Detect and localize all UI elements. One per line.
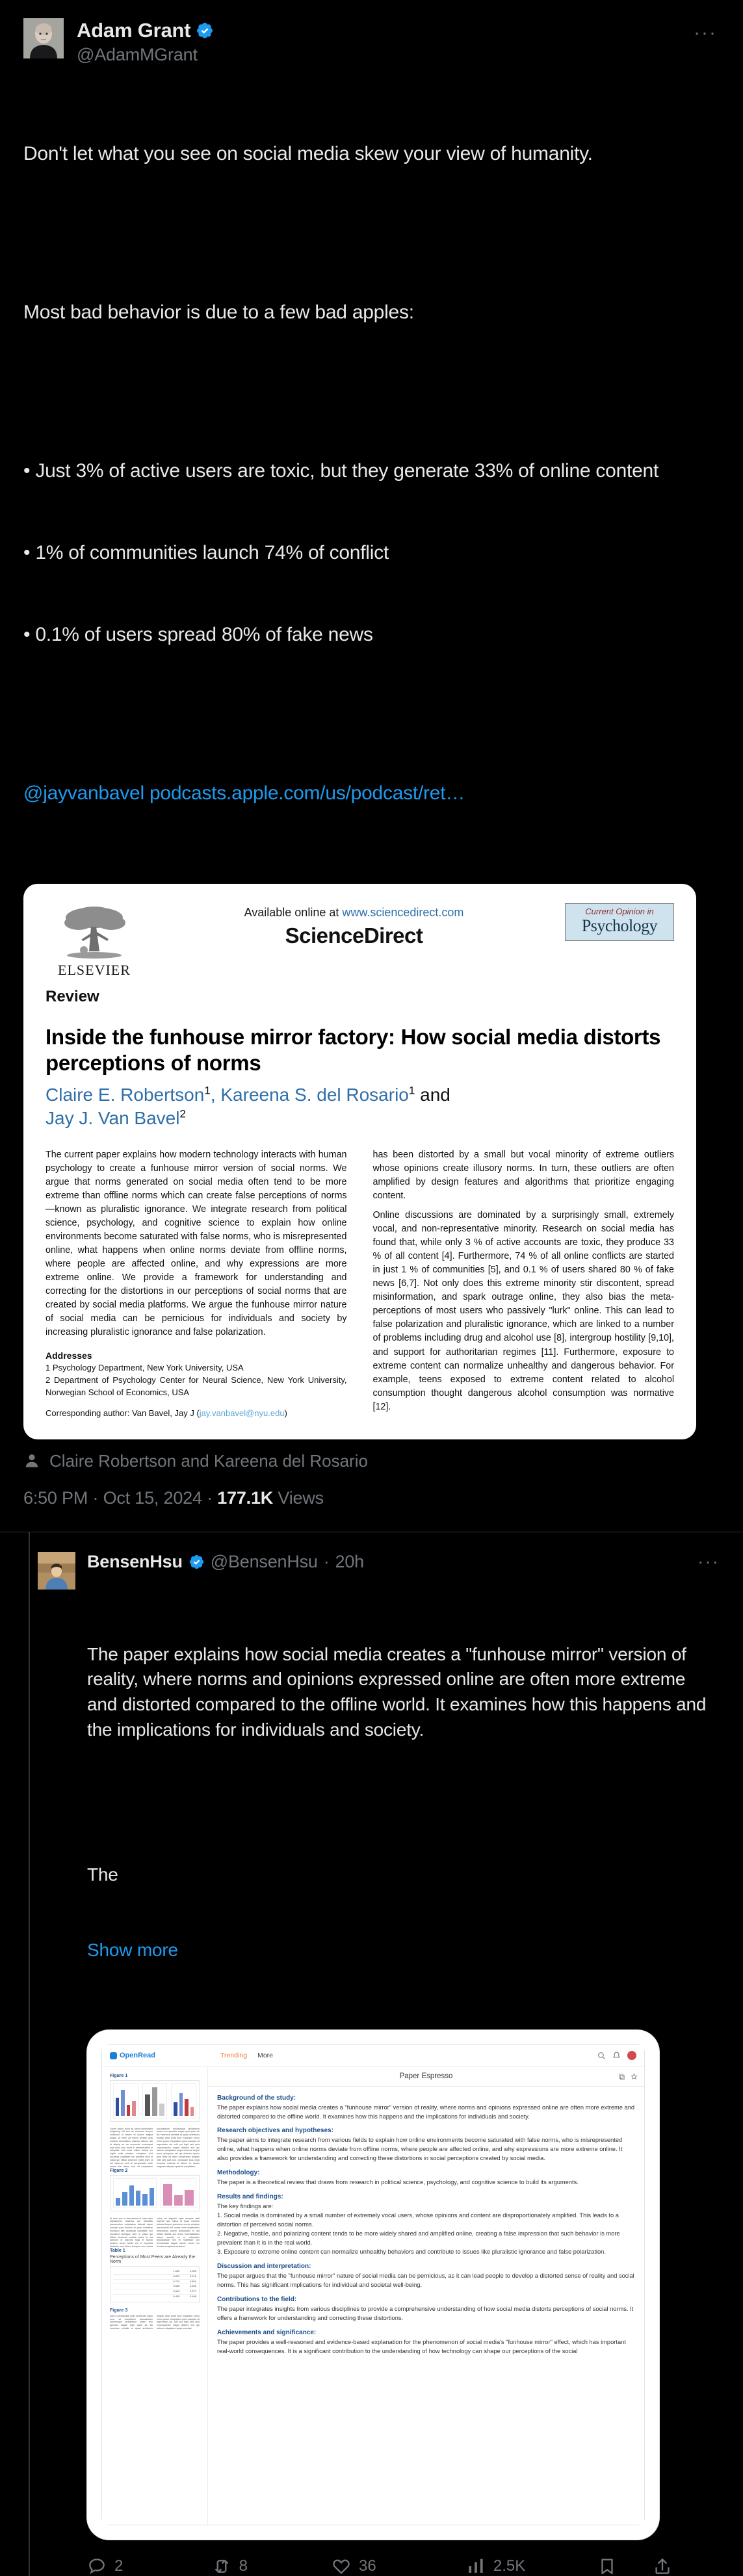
reply-tweet xyxy=(0,1532,743,2576)
address-1: 1 Psychology Department, New York University, USA xyxy=(46,1363,244,1373)
star-icon[interactable] xyxy=(631,2073,638,2080)
reply-verified-badge-icon xyxy=(189,1554,205,1570)
summary-heading-4: Discussion and interpretation: xyxy=(216,2262,311,2270)
paper-body-right-1: has been distorted by a small but vocal minority of extreme outliers whose opinions create illusory norms. In turn, these outliers are often amplified by design features and algorithms that prioritize engaging content. xyxy=(372,1150,674,1202)
tweet-bullet-2: • 1% of communities launch 74% of conflict xyxy=(23,542,389,563)
summary-heading-3: Results and findings: xyxy=(216,2193,283,2201)
alt-caption-text: Claire Robertson and Kareena del Rosario xyxy=(49,1450,368,1471)
nav-more[interactable]: More xyxy=(257,2052,274,2060)
figure-label-2: Figure 2 xyxy=(110,2168,128,2173)
main-tweet-identity xyxy=(77,18,691,65)
sciencedirect-brand: ScienceDirect xyxy=(285,923,423,947)
person-icon xyxy=(23,1452,40,1469)
summary-heading-5: Contributions to the field: xyxy=(216,2295,297,2303)
tweet-time: 6:50 PM xyxy=(23,1488,88,1508)
reply-action-bar xyxy=(87,2557,672,2576)
tweet-bullet-3: • 0.1% of users spread 80% of fake news xyxy=(23,624,373,645)
paper-column-left xyxy=(46,1148,347,1419)
views-button[interactable] xyxy=(466,2557,525,2576)
figure-label-3: Figure 3 xyxy=(110,2308,128,2313)
figure-1 xyxy=(110,2080,200,2122)
views-label: Views xyxy=(278,1488,324,1508)
reply-button[interactable] xyxy=(87,2557,123,2576)
publisher-name: ELSEVIER xyxy=(58,962,131,978)
share-button[interactable] xyxy=(653,2557,672,2576)
openread-summary-pane xyxy=(208,2067,644,2525)
like-count: 36 xyxy=(358,2557,376,2575)
handle: @AdamMGrant xyxy=(77,45,198,64)
bookmark-icon xyxy=(597,2557,617,2576)
views-count-action: 2.5K xyxy=(493,2557,526,2575)
bell-icon[interactable] xyxy=(612,2052,621,2060)
figure-2 xyxy=(110,2175,200,2211)
user-avatar-icon[interactable] xyxy=(627,2051,636,2060)
paper-body-right-2: Online discussions are dominated by a surprisingly small, extremely vocal, and non-representative minority. Research on social media has found that, while only 3 % of active accounts are toxic, they produce 33 % of all content [4]. Furthermore, 74 % of all online conflicts are started in just 1 % of communities [5], and 0.1 % of users shared 80 % of fake news [6,7]. Not only does this extreme minority stir discontent, spread misinformation, and spark outrage online, they also bias the meta-perceptions of most users who passively "lurk" online. This can lead to false polarization and pluralistic ignorance, which are linked to a number of problems including drug and alcohol use [8], intergroup hostility [9,10], and support for authoritarian regimes [11]. Furthermore, exposure to extreme content can normalize unhealthy and dangerous behavior. For example, teens exposed to extreme content related to alcohol consumption thought dangerous alcohol consumption was normative [12]. xyxy=(372,1210,674,1412)
like-button[interactable] xyxy=(332,2557,376,2576)
corresponding-author xyxy=(46,1407,347,1419)
figure-label-1: Figure 1 xyxy=(110,2073,128,2078)
heart-icon xyxy=(332,2557,351,2576)
author-1: Claire E. Robertson xyxy=(46,1084,205,1105)
tweet-timestamp-row xyxy=(23,1488,720,1508)
share-icon xyxy=(653,2557,672,2576)
retweet-button[interactable] xyxy=(212,2557,248,2576)
summary-body-6: The paper provides a well-reasoned and evidence-based explanation for the phenomenon of social media's "funhouse mirror" effect, which has important real-world consequences. It is a significant contribution to the understanding of how technology can shape our perceptions of the social xyxy=(216,2338,626,2354)
reply-more-options-button[interactable]: ··· xyxy=(697,1551,720,1572)
openread-screenshot-image[interactable] xyxy=(87,2030,659,2540)
available-online-line xyxy=(143,906,565,920)
openread-brand-label: OpenRead xyxy=(120,2052,156,2060)
retweet-count: 8 xyxy=(239,2557,248,2575)
paper-section-label: Review xyxy=(46,988,99,1005)
analytics-icon xyxy=(466,2557,486,2576)
address-2: 2 Department of Psychology Center for Neural Science, New York University, Norwegian School of Economics, USA xyxy=(46,1374,347,1397)
tweet-bullet-1: • Just 3% of active users are toxic, but they generate 33% of online content xyxy=(23,460,659,482)
summary-body-0: The paper explains how social media creates a "funhouse mirror" version of reality, where norms and opinions expressed online are often more extreme and distorted compared to the offline world. It examines how this happens and the implications for individuals and society. xyxy=(216,2104,635,2120)
reply-identity-row xyxy=(87,1552,720,1572)
author-3: Jay J. Van Bavel xyxy=(46,1107,180,1128)
preview-body-text-2: At vero eos et accusamus et iusto odio dignissimos ducimus qui blanditiis praesentium voluptatum deleniti atque corrupti quos dolores et quas molestias excepturi sint occaecati cupiditate non provident similique sunt in culpa qui officia deserunt mollitia animi id est laborum et dolorum fuga et harum quidem rerum facilis est et expedita distinctio nam libero tempore cum soluta nobis est eligendi optio cumque nihil impedit quo minus id quod maxime placeat facere possimus omnis voluptas assumenda est omnis dolor repellendus temporibus autem quibusdam et aut officiis debitis aut rerum necessitatibus saepe eveniet ut et voluptates repudiandae sint et molestiae non recusandae itaque earum rerum hic tenetur a sapiente delectus. xyxy=(110,2217,200,2248)
main-tweet-header xyxy=(23,18,720,65)
summary-heading-1: Research objectives and hypotheses: xyxy=(216,2127,333,2135)
reply-sep: · xyxy=(323,1551,330,1571)
sciencedirect-url: www.sciencedirect.com xyxy=(342,906,464,919)
image-alt-caption xyxy=(23,1451,720,1471)
paper-abstract-left: The current paper explains how modern technology interacts with human psychology to create a funhouse mirror version of social norms. We argue that norms generated on social media often tend to be more extreme than offline norms which can create false perceptions of norms—known as pluralistic ignorance. We integrate research from political science, psychology, and cognitive science to explain how online environments become saturated with false norms, who is misrepresented online, what happens when online norms deviate from offline norms, where people are affected online, and why expressions are more extreme online. We provide a framework for understanding and correcting for the distortions in our perceptions of social norms that are created by social media platforms. We argue the funhouse mirror nature of social media can be pernicious for individuals and society by increasing pluralistic ignorance and false polarization. xyxy=(46,1150,347,1338)
authors-and: and xyxy=(415,1084,450,1105)
reply-paragraph: The paper explains how social media creates a "funhouse mirror" version of reality, where norms and opinions expressed online are often more extreme and distorted compared to the offline world. It examines how this happens and the implications for individuals and society. xyxy=(87,1643,711,1740)
available-prefix: Available online at xyxy=(244,906,343,919)
journal-line-1: Current Opinion in xyxy=(585,907,654,916)
reply-trailing-text: The xyxy=(87,1864,118,1885)
summary-heading-6: Achievements and significance: xyxy=(216,2328,317,2336)
sep-1: · xyxy=(92,1488,99,1508)
summary-heading-0: Background of the study: xyxy=(216,2094,296,2102)
summary-body-1: The paper aims to integrate research from various fields to explain how online environments become saturated with false norms, who is misrepresented online, what happens when online norms deviate from offline norms, where people are affected online, and why expressions are more extreme online. It also provides a framework for understanding and correcting these distortions in social perceptions created by social media. xyxy=(216,2137,623,2162)
reply-handle: @BensenHsu xyxy=(210,1551,318,1571)
more-options-button[interactable]: ··· xyxy=(694,22,717,44)
corresponding-close: ) xyxy=(284,1408,287,1418)
verified-badge-icon xyxy=(196,21,214,40)
retweet-icon xyxy=(212,2557,231,2576)
corresponding-prefix: Corresponding author: Van Bavel, Jay J ( xyxy=(46,1408,200,1418)
search-icon[interactable] xyxy=(597,2052,606,2060)
paper-espresso-tab[interactable]: Paper Espresso xyxy=(399,2072,453,2081)
author-3-sup: 2 xyxy=(179,1107,186,1120)
openread-topbar xyxy=(102,2045,644,2067)
journal-line-2: Psychology xyxy=(581,916,658,935)
avatar[interactable] xyxy=(23,18,64,58)
tweet-link[interactable]: @jayvanbavel podcasts.apple.com/us/podcast/ret… xyxy=(23,782,465,804)
reply-tweet-text xyxy=(23,1592,720,2013)
elsevier-logo xyxy=(46,901,143,979)
paper-title: Inside the funhouse mirror factory: How social media distorts perceptions of norms xyxy=(46,1025,661,1075)
tweet-line-2: Most bad behavior is due to a few bad apples: xyxy=(23,302,414,323)
preview-body-text-1: Lorem ipsum dolor sit amet consectetur adipiscing elit sed do eiusmod tempor incididunt ut labore et dolore magna aliqua. Ut enim ad minim veniam quis nostrud exercitation ullamco laboris nisi ut aliquip ex ea commodo consequat duis aute irure dolor in reprehenderit in voluptate velit esse cillum dolore eu fugiat nulla pariatur excepteur sint occaecat cupidatat non proident sunt in culpa qui officia deserunt mollit anim id est laborum sed ut perspiciatis unde omnis iste natus error sit voluptatem accusantium doloremque laudantium totam rem aperiam eaque ipsa quae ab illo inventore veritatis et quasi architecto beatae vitae dicta sunt explicabo nemo enim ipsam voluptatem quia voluptas sit aspernatur aut odit aut fugit sed quia consequuntur magni dolores eos qui ratione voluptatem sequi nesciunt neque porro quisquam est qui dolorem ipsum quia dolor sit amet consectetur adipisci velit sed quia non numquam eius modi tempora incidunt ut labore et dolore magnam aliquam quaerat voluptatem. xyxy=(110,2127,200,2168)
main-tweet-text xyxy=(23,86,720,862)
table-title: Perceptions of Most Peers are Already the Norm xyxy=(110,2254,196,2264)
reply-time-ago: 20h xyxy=(335,1551,364,1571)
author-2-sup: 1 xyxy=(408,1084,415,1097)
comment-icon xyxy=(87,2557,107,2576)
embedded-paper-image[interactable] xyxy=(23,884,696,1439)
paper-authors xyxy=(46,1083,674,1131)
tweet-date: Oct 15, 2024 xyxy=(103,1488,202,1508)
addresses-heading: Addresses xyxy=(46,1350,92,1361)
copy-icon[interactable] xyxy=(618,2073,625,2080)
nav-trending[interactable]: Trending xyxy=(220,2052,248,2060)
reply-count: 2 xyxy=(114,2557,124,2575)
paper-column-right xyxy=(373,1148,675,1419)
table-label: Table 1 xyxy=(110,2248,125,2253)
reply-avatar[interactable] xyxy=(38,1552,75,1590)
preview-body-text-3: Sed ut perspiciatis unde omnis iste natus error sit voluptatem accusantium doloremque laudantium totam rem aperiam eaque ipsa quae ab illo inventore veritatis et quasi architecto beatae vitae dicta sunt explicabo nemo enim ipsam voluptatem quia voluptas sit aspernatur aut odit aut fugit sed quia consequuntur magni dolores eos qui ratione voluptatem sequi nesciunt. xyxy=(110,2314,200,2330)
summary-body-4: The paper argues that the "funhouse mirror" nature of social media can be pernicious, as it can lead people to develop a distorted sense of reality and social norms. This has significant implications for individual and societal well-being. xyxy=(216,2272,634,2288)
openread-paper-preview[interactable] xyxy=(102,2067,208,2525)
summary-heading-2: Methodology: xyxy=(216,2169,260,2177)
thread-connector-line xyxy=(29,1532,30,2576)
corresponding-email: jay.vanbavel@nyu.edu xyxy=(199,1408,285,1418)
summary-body-2: The paper is a theoretical review that draws from research in political science, psychology, and cognitive science to build its arguments. xyxy=(216,2179,579,2186)
views-count: 177.1K xyxy=(217,1488,274,1508)
reply-display-name: BensenHsu xyxy=(87,1551,183,1571)
summary-tab-header xyxy=(208,2067,644,2087)
author-2: , Kareena S. del Rosario xyxy=(210,1084,409,1105)
author-1-sup: 1 xyxy=(204,1084,211,1097)
reply-tweet-header xyxy=(23,1552,720,1590)
bookmark-button[interactable] xyxy=(597,2557,617,2576)
journal-badge xyxy=(565,903,674,941)
tweet-line-1: Don't let what you see on social media skew your view of humanity. xyxy=(23,143,593,164)
summary-body-5: The paper integrates insights from various disciplines to provide a comprehensive understanding of how social media distorts perceptions of social norms. It offers a framework for understanding and correcting these distortions. xyxy=(216,2305,634,2321)
summary-body-3: The key findings are: 1. Social media is dominated by a small number of extremely vocal users, whose opinions and content are disproportionately amplified. This leads to a distortion of perceived social norms. 2. Negative, hostile, and polarizing content tends to be more widely shared and amplified online, creating a false impression that such behavior is more prevalent than it is in the real world. 3. Exposure to extreme online content can normalize unhealthy behaviors and contribute to issues like pluralistic ignorance and false polarization. xyxy=(216,2203,620,2255)
table-1: 1.000 1.000 0.870 0.912 0.743 0.801 0.655 0.690 0.512 0.577 0.430 0.468 xyxy=(110,2266,200,2302)
show-more-button[interactable]: Show more xyxy=(87,1939,178,1960)
openread-logo xyxy=(110,2052,155,2059)
display-name: Adam Grant xyxy=(77,19,191,42)
sep-2: · xyxy=(207,1488,213,1508)
summary-sections xyxy=(208,2087,644,2364)
